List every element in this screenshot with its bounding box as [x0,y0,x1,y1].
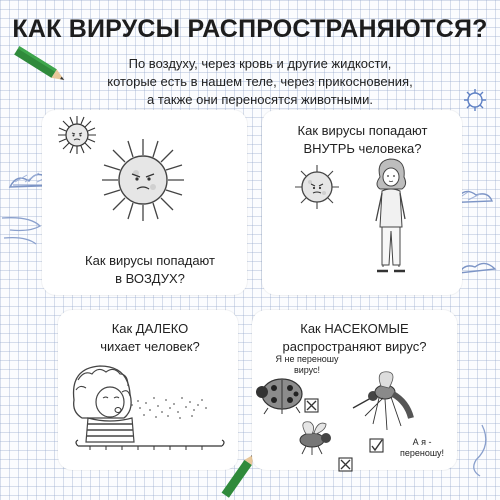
ladybug-speech: Я не переношу вирус! [275,354,339,375]
panel-sneeze-caption: Как ДАЛЕКО чихает человек? [100,321,200,354]
girl-figure [366,155,416,280]
page-title: КАК ВИРУСЫ РАСПРОСТРАНЯЮТСЯ? [12,15,488,43]
virus-icon [98,135,188,225]
mosquito-icon [345,368,425,448]
fly-icon [288,418,338,458]
boy-sneezing [70,360,230,460]
ladybug-icon [252,370,312,415]
virus-icon [292,162,342,212]
checkbox-icon [338,457,354,473]
virus-icon [52,110,102,160]
panel-insects-caption: Как НАСЕКОМЫЕ распространяют вирус? [282,321,427,354]
panel-air-caption: Как вирусы попадают в ВОЗДУХ? [85,253,215,286]
pencil-icon [10,46,70,86]
virus-icon [460,85,490,115]
checkbox-icon [369,438,385,454]
panel-inside-caption: Как вирусы попадают ВНУТРЬ человека? [297,123,428,156]
checkbox-icon [304,398,320,414]
page-subtitle: По воздуху, через кровь и другие жидкости, которые есть в нашем теле, через прикосновения, а также они переносятся животными. [107,56,413,107]
mosquito-speech: А я - переношу! [399,437,445,458]
wind-doodle [462,420,500,480]
